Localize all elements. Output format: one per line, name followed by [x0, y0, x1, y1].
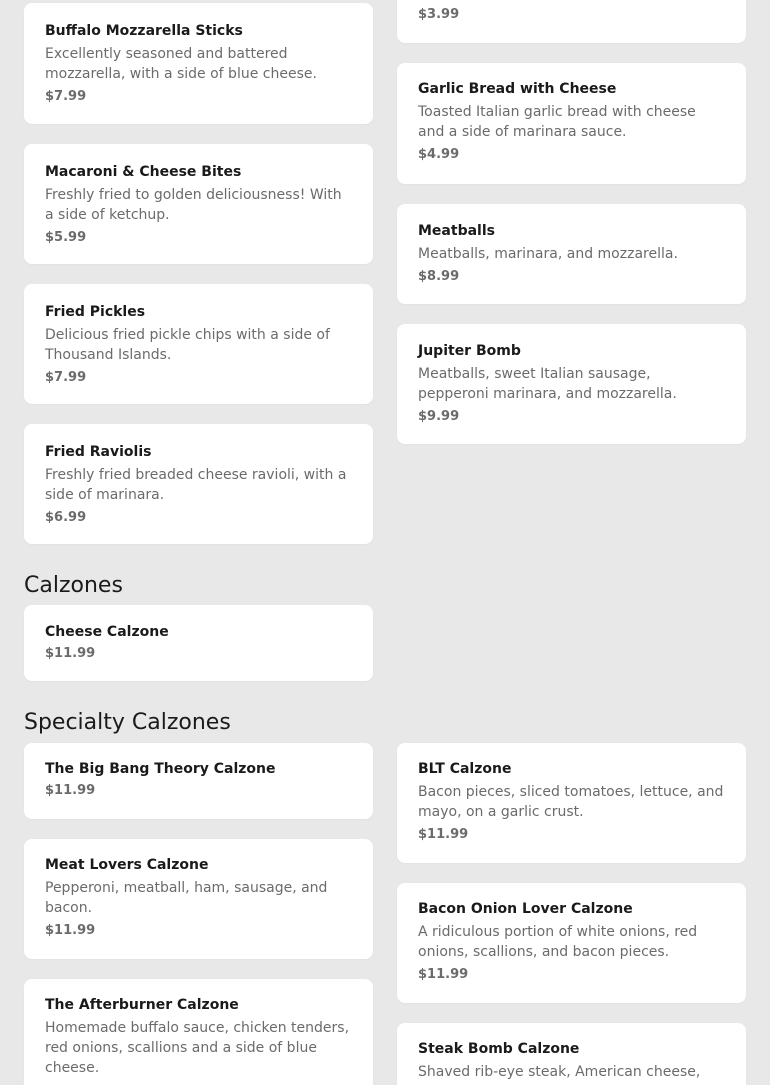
- menu-item-card[interactable]: [397, 743, 746, 863]
- item-price: $7.99: [45, 89, 87, 104]
- item-description: Toasted Italian garlic bread with cheese and a side of marinara sauce.: [418, 104, 696, 140]
- item-price: $11.99: [45, 783, 96, 798]
- menu-item-card[interactable]: [24, 284, 373, 404]
- item-name: Cheese Calzone: [45, 624, 169, 640]
- item-name: Buffalo Mozzarella Sticks: [45, 23, 243, 39]
- item-name: Fried Pickles: [45, 304, 146, 320]
- menu-item-card[interactable]: [24, 144, 373, 264]
- item-price: $11.99: [418, 827, 469, 842]
- item-price: $4.99: [418, 147, 460, 162]
- item-description: A ridiculous portion of white onions, red onions, scallions, and bacon pieces.: [418, 924, 698, 960]
- menu-item-card[interactable]: [24, 424, 373, 544]
- menu-item-card[interactable]: [24, 979, 373, 1085]
- menu-item-card[interactable]: [397, 324, 746, 444]
- menu-item-card[interactable]: [24, 839, 373, 959]
- item-name: Fried Raviolis: [45, 444, 152, 460]
- item-description: Freshly fried breaded cheese ravioli, with a side of marinara.: [45, 467, 347, 503]
- item-description: Bacon pieces, sliced tomatoes, lettuce, and mayo, on a garlic crust.: [418, 784, 724, 820]
- item-name: Bacon Onion Lover Calzone: [418, 901, 633, 917]
- item-price: $8.99: [418, 269, 460, 284]
- item-description: Delicious fried pickle chips with a side of Thousand Islands.: [45, 327, 330, 363]
- item-name: The Afterburner Calzone: [45, 997, 239, 1013]
- item-description: Freshly fried to golden deliciousness! With a side of ketchup.: [45, 187, 342, 223]
- item-price: $3.99: [418, 7, 460, 22]
- item-description: Pepperoni, meatball, ham, sausage, and bacon.: [45, 880, 328, 916]
- item-name: Meatballs: [418, 223, 495, 239]
- item-price: $11.99: [45, 646, 96, 661]
- item-price: $11.99: [45, 923, 96, 938]
- item-description: Homemade buffalo sauce, chicken tenders, red onions, scallions and a side of blue cheese.: [45, 1020, 350, 1076]
- menu-item-card[interactable]: [397, 1023, 746, 1085]
- item-price: $6.99: [45, 510, 87, 525]
- item-name: Macaroni & Cheese Bites: [45, 164, 242, 180]
- item-price: $9.99: [418, 409, 460, 424]
- item-name: Garlic Bread with Cheese: [418, 81, 617, 97]
- menu-item-card[interactable]: [397, 883, 746, 1003]
- item-description: Meatballs, marinara, and mozzarella.: [418, 246, 678, 262]
- menu-item-card[interactable]: [397, 204, 746, 304]
- menu-item-card[interactable]: [397, 63, 746, 184]
- section-title-calzones: Calzones: [24, 573, 123, 598]
- item-name: Meat Lovers Calzone: [45, 857, 209, 873]
- section-title-specialty-calzones: Specialty Calzones: [24, 710, 231, 735]
- menu-item-card[interactable]: [24, 3, 373, 124]
- item-price: $5.99: [45, 230, 87, 245]
- menu-item-card[interactable]: [24, 743, 373, 819]
- menu-item-card[interactable]: [24, 605, 373, 681]
- item-name: BLT Calzone: [418, 761, 512, 777]
- item-description: Meatballs, sweet Italian sausage, pepperoni marinara, and mozzarella.: [418, 366, 677, 402]
- item-name: Steak Bomb Calzone: [418, 1041, 580, 1057]
- item-name: The Big Bang Theory Calzone: [45, 761, 276, 777]
- item-description: Shaved rib-eye steak, American cheese,: [418, 1064, 701, 1080]
- item-description: Excellently seasoned and battered mozzarella, with a side of blue cheese.: [45, 46, 317, 82]
- item-price: $7.99: [45, 370, 87, 385]
- item-name: Jupiter Bomb: [418, 343, 521, 359]
- item-price: $11.99: [418, 967, 469, 982]
- menu-item-card[interactable]: [397, 0, 746, 43]
